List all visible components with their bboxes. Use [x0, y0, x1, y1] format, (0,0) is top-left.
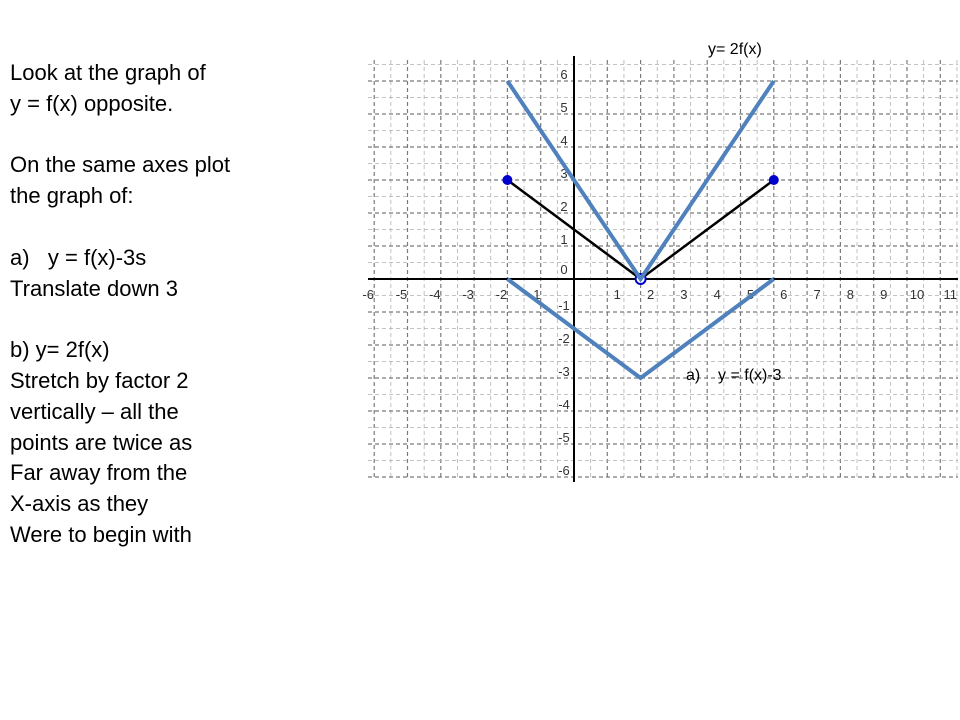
x-tick-label: -2 — [495, 287, 508, 302]
x-tick-label: 2 — [646, 287, 655, 302]
instruction-line: a) y = f(x)-3s — [10, 244, 147, 270]
y-tick-label: -4 — [558, 397, 570, 412]
instruction-line: Stretch by factor 2 — [10, 367, 189, 393]
x-tick-label: -5 — [395, 287, 408, 302]
instruction-line: Far away from the — [10, 460, 188, 486]
y-tick-label: -2 — [558, 331, 570, 346]
y-tick-label: 4 — [560, 133, 568, 148]
y-tick-label: 1 — [560, 232, 568, 247]
x-tick-label: -6 — [362, 287, 374, 302]
grid — [368, 60, 958, 478]
x-tick-label: -1 — [528, 287, 541, 302]
instruction-line: y = f(x) opposite. — [10, 90, 174, 116]
x-tick-label: -3 — [462, 287, 474, 302]
tick-labels — [362, 67, 957, 478]
x-tick-label: 3 — [680, 287, 688, 302]
x-tick-label: 4 — [713, 287, 721, 302]
x-tick-label: 6 — [780, 287, 788, 302]
x-tick-label: 10 — [909, 287, 925, 302]
endpoint-marker — [769, 175, 779, 185]
y-tick-label: -5 — [558, 430, 570, 445]
x-tick-label: 5 — [746, 287, 755, 302]
x-tick-label: 8 — [846, 287, 855, 302]
y-tick-label: -1 — [558, 298, 570, 313]
instruction-line: Translate down 3 — [10, 275, 178, 301]
y-tick-label: 6 — [560, 67, 568, 82]
instruction-line: Were to begin with — [10, 521, 192, 547]
y-tick-label: 2 — [560, 199, 568, 214]
instruction-line: b) y= 2f(x) — [10, 337, 110, 363]
x-tick-label: 1 — [613, 287, 621, 302]
y-tick-label: -6 — [558, 463, 570, 478]
instruction-line: points are twice as — [10, 429, 193, 455]
y-tick-label: 3 — [560, 166, 568, 181]
x-tick-label: 9 — [880, 287, 888, 302]
x-tick-label: 7 — [813, 287, 821, 302]
axes — [368, 56, 958, 482]
instruction-line: vertically – all the — [10, 398, 179, 424]
instruction-line: X-axis as they — [10, 491, 149, 517]
y-tick-label: 0 — [560, 262, 568, 277]
x-tick-label: -4 — [429, 287, 441, 302]
endpoint-marker — [502, 175, 512, 185]
stretch-label: y= 2f(x) — [708, 41, 762, 58]
instruction-line: Look at the graph of — [10, 60, 206, 85]
y-tick-label: 5 — [560, 100, 568, 115]
translate-label: a) y = f(x)-3 — [686, 367, 782, 384]
instruction-line: On the same axes plot — [10, 152, 231, 178]
instruction-line: the graph of: — [10, 183, 134, 209]
x-tick-label: 11 — [943, 287, 958, 302]
y-tick-label: -3 — [558, 364, 570, 379]
